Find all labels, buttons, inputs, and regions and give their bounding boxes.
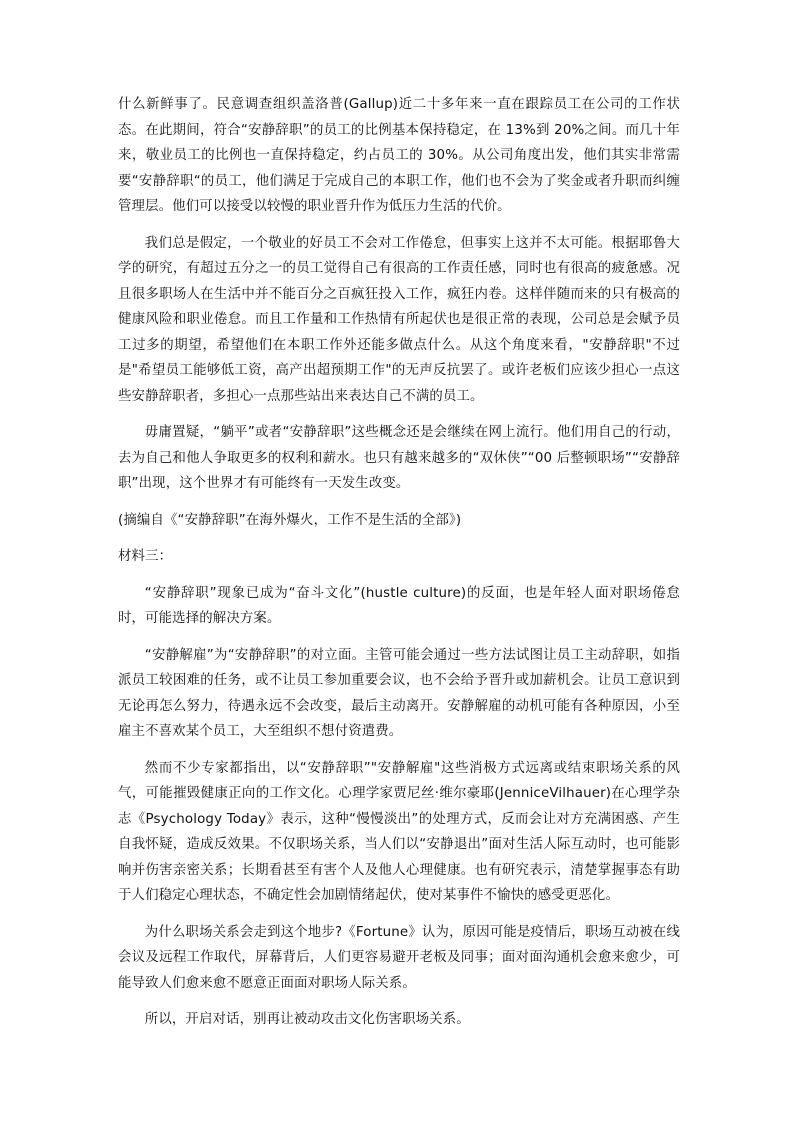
paragraph-1: 什么新鲜事了。民意调查组织盖洛普(Gallup)近二十多年来一直在跟踪员工在公司的工作状态。在此期间，符合“安静辞职”的员工的比例基本保持稳定，在 13%到 20%之间。而几十年来，敬业员工的比例也一直保持稳定，约占员工的 30%。从公司角度出发，他们其实非常需要“安静辞职“的员工，他们满足于完成自己的本职工作，他们也不会为了奖金或者升职而纠缠管理层。他们可以接受以较慢的职业晋升作为低压力生活的代价。	[118, 97, 680, 214]
document-body	[118, 92, 680, 1044]
source-citation: (摘编自《“安静辞职”在海外爆火，工作不是生活的全部》)	[118, 512, 462, 528]
paragraph-4: “安静辞职”现象已成为“奋斗文化”(hustle culture)的反面，也是年轻人面对职场倦怠时，可能选择的解决方案。	[118, 585, 680, 626]
paragraph-7: 为什么职场关系会走到这个地步?《Fortune》认为，原因可能是疫情后，职场互动被在线会议及远程工作取代，屏幕背后，人们更容易避开老板及同事；面对面沟通机会愈来愈少，可能导致人们愈来愈不愿意正面面对职场人际关系。	[118, 924, 680, 991]
paragraph-5: “安静解雇”为“安静辞职”的对立面。主管可能会通过一些方法试图让员工主动辞职，如指派员工较困难的任务，或不让员工参加重要会议，也不会给予晋升或加薪机会。让员工意识到无论再怎么努力，待遇永远不会改变，最后主动离开。安静解雇的动机可能有各种原因，小至雇主不喜欢某个员工，大至组织不想付资遣费。	[118, 647, 680, 739]
paragraph-8: 所以，开启对话，别再让被动攻击文化伤害职场关系。	[144, 1012, 470, 1027]
section-heading-material-3: 材料三：	[118, 549, 173, 564]
paragraph-2: 我们总是假定，一个敬业的好员工不会对工作倦怠，但事实上这并不太可能。根据耶鲁大学的研究，有超过五分之一的员工觉得自己有很高的工作责任感，同时也有很高的疲惫感。况且很多职场人在生活中并不能百分之百疯狂投入工作，疯狂内卷。这样伴随而来的只有极高的健康风险和职业倦怠。而且工作量和工作热情有所起伏也是很正常的表现，公司总是会赋予员工过多的期望，希望他们在本职工作外还能多做点什么。从这个角度来看，"安静辞职"不过是"希望员工能够低工资，高产出超预期工作"的无声反抗罢了。或许老板们应该少担心一点这些安静辞职者，多担心一点那些站出来表达自己不满的员工。	[118, 235, 680, 404]
paragraph-6: 然而不少专家都指出，以“安静辞职”"安静解雇"这些消极方式远离或结束职场关系的风气，可能摧毁健康正向的工作文化。心理学家贾尼丝·维尔豪耶(JenniceVilhauer)在心理学杂志《Psychology Today》表示，这种“慢慢淡出”的处理方式，反而会让对方充满困惑、产生自我怀疑，造成反效果。不仅职场关系，当人们以“安静退出”面对生活人际互动时，也可能影响并伤害亲密关系；长期看甚至有害个人及他人心理健康。也有研究表示，清楚掌握事态有助于人们稳定心理状态，不确定性会加剧情绪起伏，使对某事件不愉快的感受更恶化。	[118, 760, 680, 903]
paragraph-3: 毋庸置疑，“躺平”或者“安静辞职”这些概念还是会继续在网上流行。他们用自己的行动，去为自己和他人争取更多的权利和薪水。也只有越来越多的“双休侠”“00 后整顿职场”“安静辞职”出现，这个世界才有可能终有一天发生改变。	[118, 425, 680, 491]
